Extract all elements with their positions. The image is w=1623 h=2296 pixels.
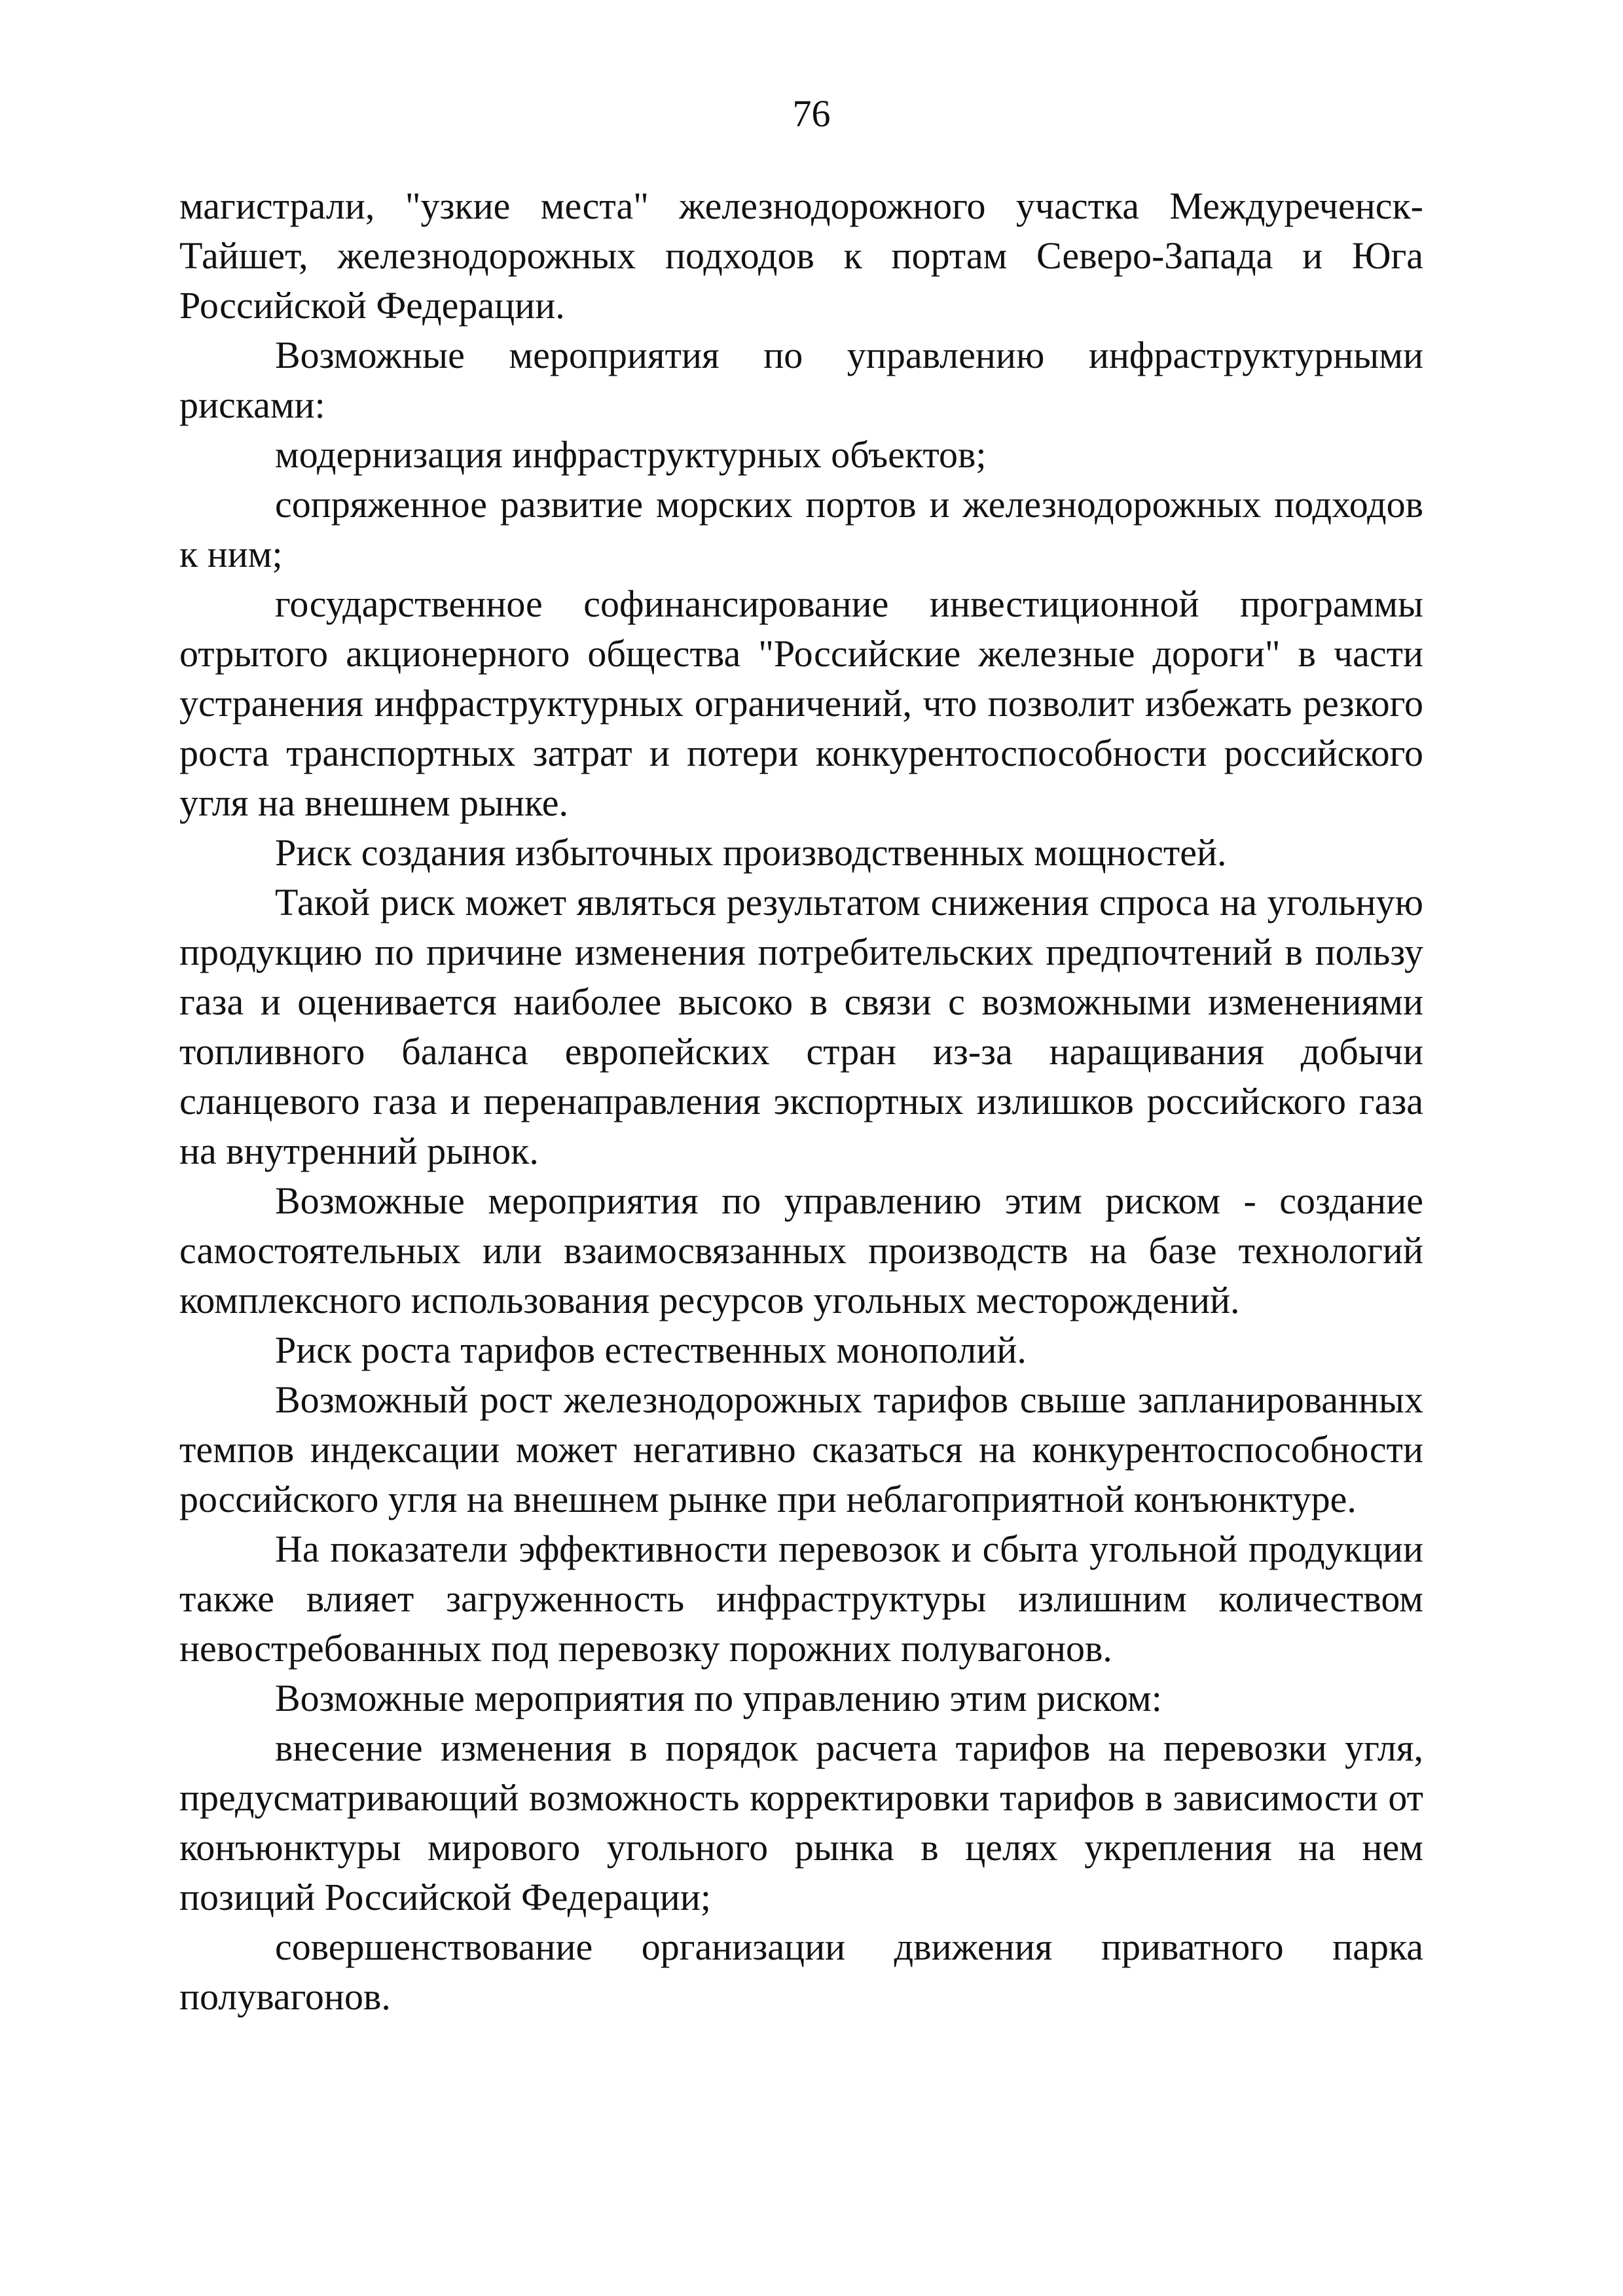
- paragraph-overcapacity-risk-measures: Возможные мероприятия по управлению этим риском - создание самостоятельных или взаимосвязанных производств на базе технологий комплексного использования ресурсов угольных месторождений.: [179, 1179, 1423, 1321]
- document-body: [179, 181, 1423, 2022]
- paragraph-tariff-risk-measures-intro: Возможные мероприятия по управлению этим риском:: [275, 1677, 1162, 1719]
- paragraph-port-development: сопряженное развитие морских портов и железнодорожных подходов к ним;: [179, 483, 1423, 575]
- paragraph-wagon-congestion: На показатели эффективности перевозок и сбыта угольной продукции также влияет загруженность инфраструктуры излишним количеством невостребованных под перевозку порожних полувагонов.: [179, 1528, 1423, 1670]
- paragraph-overcapacity-risk-description: Такой риск может являться результатом снижения спроса на угольную продукцию по причине изменения потребительских предпочтений в пользу газа и оценивается наиболее высоко в связи с возможными изменениями топливного баланса европейских стран из-за наращивания добычи сланцевого газа и перенаправления экспортных излишков российского газа на внутренний рынок.: [179, 881, 1423, 1172]
- paragraph-overcapacity-risk-heading: Риск создания избыточных производственных мощностей.: [275, 831, 1227, 874]
- page-number: 76: [792, 92, 831, 135]
- paragraph-private-wagon-fleet: совершенствование организации движения приватного парка полувагонов.: [179, 1926, 1423, 2018]
- paragraph-continuation-railway-bottlenecks: магистрали, "узкие места" железнодорожного участка Междуреченск-Тайшет, железнодорожных подходов к портам Северо-Запада и Юга Российской Федерации.: [179, 185, 1423, 327]
- paragraph-infrastructure-risk-measures-intro: Возможные мероприятия по управлению инфраструктурными рисками:: [179, 334, 1423, 426]
- paragraph-tariff-risk-heading: Риск роста тарифов естественных монополий.: [275, 1329, 1027, 1371]
- paragraph-state-cofinancing: государственное софинансирование инвестиционной программы отрытого акционерного общества "Российские железные дороги" в части устранения инфраструктурных ограничений, что позволит избежать резкого роста транспортных затрат и потери конкурентоспособности российского угля на внешнем рынке.: [179, 583, 1423, 824]
- paragraph-tariff-risk-description: Возможный рост железнодорожных тарифов свыше запланированных темпов индексации может негативно сказаться на конкурентоспособности российского угля на внешнем рынке при неблагоприятной конъюнктуре.: [179, 1378, 1423, 1520]
- paragraph-modernization: модернизация инфраструктурных объектов;: [275, 433, 987, 476]
- paragraph-tariff-calculation-change: внесение изменения в порядок расчета тарифов на перевозки угля, предусматривающий возможность корректировки тарифов в зависимости от конъюнктуры мирового угольного рынка в целях укрепления на нем позиций Российской Федерации;: [179, 1727, 1423, 1918]
